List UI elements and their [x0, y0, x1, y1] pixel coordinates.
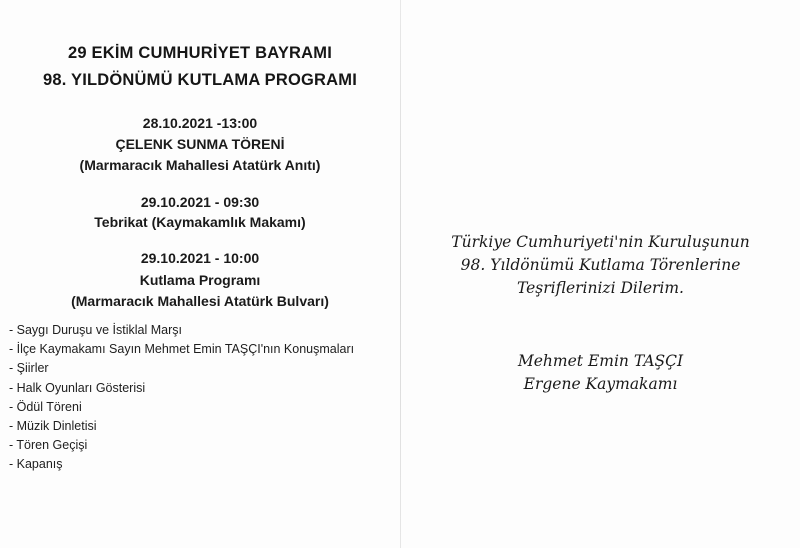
event-1-location: (Marmaracık Mahallesi Atatürk Anıtı)	[79, 157, 321, 173]
event-1-datetime: 28.10.2021 -13:00	[142, 115, 258, 131]
program-item: - Kapanış	[9, 457, 63, 472]
event-1-name: ÇELENK SUNMA TÖRENİ	[115, 136, 285, 152]
program-item: - Tören Geçişi	[9, 438, 88, 453]
program-items-list	[9, 321, 354, 475]
program-item: - Müzik Dinletisi	[9, 418, 97, 433]
program-title-line2: 98. YILDÖNÜMÜ KUTLAMA PROGRAMI	[42, 71, 357, 89]
event-3-datetime: 29.10.2021 - 10:00	[140, 250, 260, 266]
signature-name: Mehmet Emin TAŞÇI	[517, 352, 684, 370]
event-3-name: Kutlama Programı	[139, 272, 261, 288]
program-item: - Halk Oyunları Gösterisi	[9, 380, 146, 395]
event-2-datetime: 29.10.2021 - 09:30	[140, 194, 260, 210]
invitation-panel	[401, 0, 800, 548]
invitation-line-2: 98. Yıldönümü Kutlama Törenlerine	[460, 256, 741, 274]
program-item: - Şiirler	[9, 361, 49, 376]
event-3-location: (Marmaracık Mahallesi Atatürk Bulvarı)	[71, 293, 329, 309]
program-item: - Saygı Duruşu ve İstiklal Marşı	[9, 323, 182, 337]
invitation-line-3: Teşriflerinizi Dilerim.	[516, 279, 684, 297]
signature-title: Ergene Kaymakamı	[523, 375, 678, 393]
program-item: - İlçe Kaymakamı Sayın Mehmet Emin TAŞÇI'nın Konuşmaları	[9, 342, 355, 357]
program-item: - Ödül Töreni	[9, 399, 82, 414]
event-2-name: Tebrikat (Kaymakamlık Makamı)	[94, 214, 306, 230]
program-title-line1: 29 EKİM CUMHURİYET BAYRAMI	[67, 44, 333, 62]
invitation-line-1: Türkiye Cumhuriyeti'nin Kuruluşunun	[451, 233, 750, 251]
